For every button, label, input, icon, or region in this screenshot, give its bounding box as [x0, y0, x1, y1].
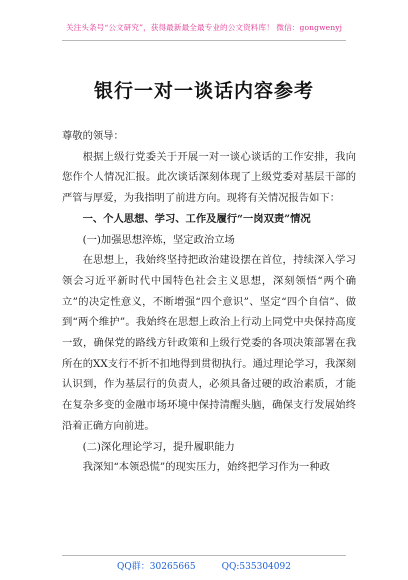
footer-qq-number: QQ:535304092: [221, 562, 291, 572]
footer-contact: [0, 559, 408, 572]
footer-qq-group: QQ群：30265665: [117, 562, 196, 572]
salutation: 尊敬的领导：: [62, 130, 124, 142]
body-paragraph: 在思想上，我始终坚持把政治建设摆在首位，持续深入学习领会习近平新时代中国特色社会主义思想，深刻领悟“两个确立”的决定性意义，不断增强“四个意识”、坚定“四个自信”、做到“两个维护”。我始终在思想上政治上行动上同党中央保持高度一致，确保党的路线方针政策和上级行党委的各项决策部署在我所在的XX支行不折不扣地得到贯彻执行。通过理论学习，我深刻认识到，作为基层行的负责人，必须具备过硬的政治素质，才能在复杂多变的金融市场环境中保持清醒头脑，确保支行发展始终沿着正确方向前进。: [62, 254, 356, 432]
body-paragraph: 我深知“本领恐慌”的现实压力，始终把学习作为一种政: [82, 461, 330, 474]
document-title: 银行一对一谈话内容参考: [93, 80, 314, 102]
footer-divider: [62, 555, 346, 556]
intro-paragraph: 根据上级行党委关于开展一对一谈心谈话的工作安排，我向您作个人情况汇报。此次谈话深刻体现了上级党委对基层干部的严管与厚爱，为我指明了前进方向。现将有关情况报告如下：: [62, 150, 356, 205]
subsection-heading: (二)深化理论学习，提升履职能力: [82, 440, 235, 453]
subsection-heading: (一)加强思想淬炼，坚定政治立场: [82, 233, 235, 246]
document-body: [62, 126, 356, 478]
header-banner: 关注头条号“公文研究”，获得最新最全最专业的公文资料库！ 微信：gongwenyj: [65, 23, 343, 32]
header-divider: [62, 40, 346, 41]
section-heading: 一、个人思想、学习、工作及履行“一岗双责”情况: [82, 212, 311, 225]
